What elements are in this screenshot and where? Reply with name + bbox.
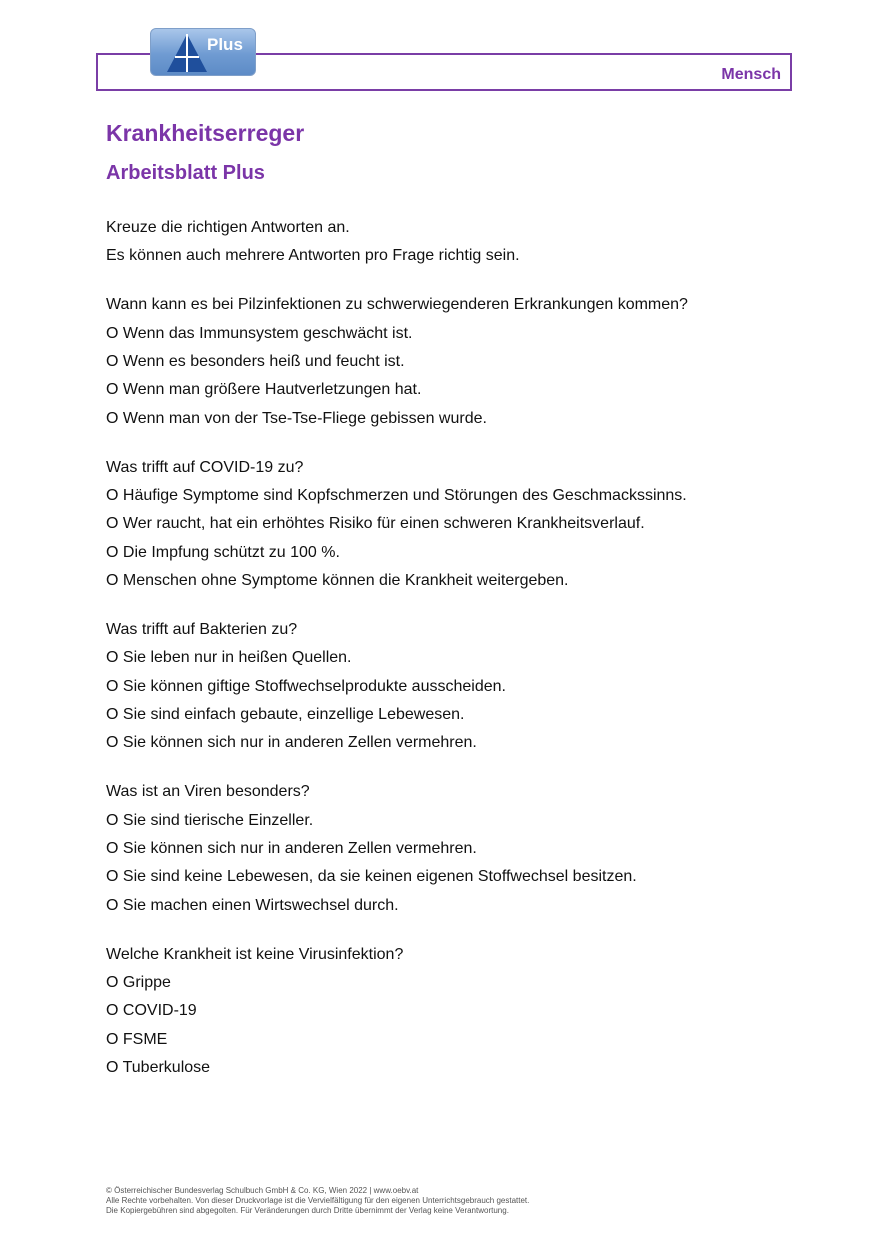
question-text: Was ist an Viren besonders? bbox=[106, 783, 310, 801]
answer-option[interactable]: O Häufige Symptome sind Kopfschmerzen und Störungen des Geschmackssinns. bbox=[106, 486, 687, 504]
question-block-5 bbox=[106, 941, 826, 1083]
answer-option[interactable]: O Die Impfung schützt zu 100 %. bbox=[106, 543, 340, 561]
answer-option[interactable]: O Tuberkulose bbox=[106, 1059, 211, 1077]
answer-option[interactable]: O Wenn es besonders heiß und feucht ist. bbox=[106, 352, 405, 370]
logo-text: Plus bbox=[207, 35, 243, 54]
footer-line-2: Alle Rechte vorbehalten. Von dieser Druckvorlage ist die Vervielfältigung für den eigenen Unterrichtsgebrauch gestattet. bbox=[106, 1196, 530, 1205]
question-text: Was trifft auf Bakterien zu? bbox=[106, 620, 298, 638]
answer-option[interactable]: O Wer raucht, hat ein erhöhtes Risiko für einen schweren Krankheitsverlauf. bbox=[106, 515, 645, 533]
answer-option[interactable]: O Sie können sich nur in anderen Zellen vermehren. bbox=[106, 839, 477, 857]
pyramid-logo-icon bbox=[165, 32, 209, 74]
answer-option[interactable]: O Sie können sich nur in anderen Zellen vermehren. bbox=[106, 734, 477, 752]
answer-option[interactable]: O Wenn man größere Hautverletzungen hat. bbox=[106, 381, 422, 399]
answer-option[interactable]: O COVID-19 bbox=[106, 1002, 197, 1020]
answer-option[interactable]: O Sie sind keine Lebewesen, da sie keinen eigenen Stoffwechsel besitzen. bbox=[106, 868, 637, 886]
question-text: Wann kann es bei Pilzinfektionen zu schwerwiegenderen Erkrankungen kommen? bbox=[106, 296, 688, 314]
question-block-2 bbox=[106, 454, 826, 596]
worksheet-content bbox=[106, 214, 826, 1083]
answer-option[interactable]: O Wenn man von der Tse-Tse-Fliege gebissen wurde. bbox=[106, 409, 487, 427]
page-title: Krankheitserreger bbox=[106, 120, 305, 146]
answer-option[interactable]: O FSME bbox=[106, 1030, 168, 1048]
answer-option[interactable]: O Sie leben nur in heißen Quellen. bbox=[106, 649, 352, 667]
answer-option[interactable]: O Sie sind einfach gebaute, einzellige Lebewesen. bbox=[106, 706, 465, 724]
copyright-footer bbox=[106, 1186, 529, 1216]
question-block-4 bbox=[106, 778, 826, 920]
plus-logo bbox=[150, 28, 256, 76]
answer-option[interactable]: O Sie können giftige Stoffwechselprodukte ausscheiden. bbox=[106, 677, 506, 695]
answer-option[interactable]: O Sie machen einen Wirtswechsel durch. bbox=[106, 896, 399, 914]
answer-option[interactable]: O Sie sind tierische Einzeller. bbox=[106, 811, 314, 829]
answer-option[interactable]: O Menschen ohne Symptome können die Krankheit weitergeben. bbox=[106, 572, 569, 590]
question-text: Was trifft auf COVID-19 zu? bbox=[106, 458, 304, 476]
answer-option[interactable]: O Wenn das Immunsystem geschwächt ist. bbox=[106, 324, 413, 342]
subject-label: Mensch bbox=[721, 66, 781, 83]
instruction-2: Es können auch mehrere Antworten pro Frage richtig sein. bbox=[106, 247, 520, 265]
instruction-1: Kreuze die richtigen Antworten an. bbox=[106, 219, 350, 236]
question-block-1 bbox=[106, 291, 826, 433]
footer-line-3: Die Kopiergebühren sind abgegolten. Für Veränderungen durch Dritte übernimmt der Verlag keine Verantwortung. bbox=[106, 1206, 509, 1215]
page-subtitle: Arbeitsblatt Plus bbox=[106, 162, 265, 184]
footer-line-1: © Österreichischer Bundesverlag Schulbuch GmbH & Co. KG, Wien 2022 | www.oebv.at bbox=[106, 1186, 419, 1195]
question-text: Welche Krankheit ist keine Virusinfektion? bbox=[106, 945, 404, 963]
answer-option[interactable]: O Grippe bbox=[106, 973, 171, 991]
question-block-3 bbox=[106, 616, 826, 758]
